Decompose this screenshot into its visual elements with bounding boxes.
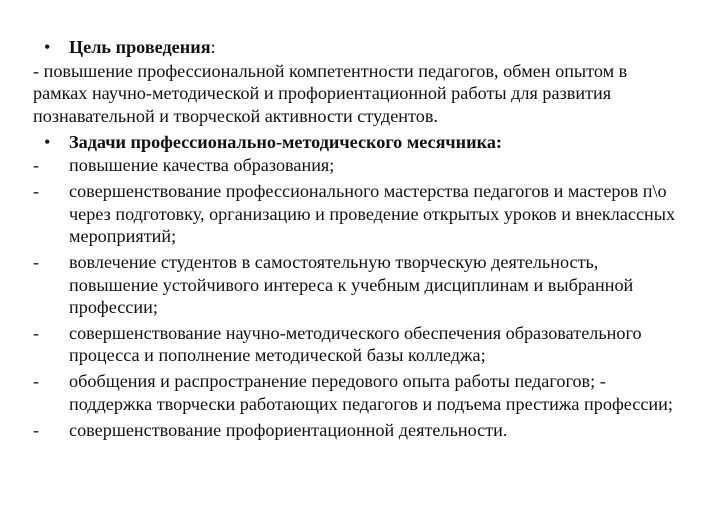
- task-item: [33, 251, 683, 319]
- task-item: [33, 180, 683, 248]
- dash-marker: -: [33, 180, 40, 201]
- task-item: [33, 370, 683, 415]
- task-item-text: совершенствование профориентационной деятельности.: [69, 419, 508, 440]
- task-item-text: вовлечение студентов в самостоятельную творческую деятельность, повышение устойчивого интереса к учебным дисциплинам и выбранной профессии;: [69, 251, 634, 318]
- dash-marker: -: [33, 251, 40, 272]
- dash-marker: -: [33, 371, 40, 392]
- bullet-icon: •: [44, 37, 51, 57]
- task-item: [33, 322, 683, 367]
- task-item: [33, 419, 683, 442]
- bullet-icon: •: [44, 131, 51, 152]
- task-item-text: совершенствование профессионального мастерства педагогов и мастеров п\о через подготовку, организацию и проведение открытых уроков и внеклассных мероприятий;: [69, 180, 676, 247]
- task-item-text: совершенствование научно-методического обеспечения образовательного процесса и пополнение методической базы колледжа;: [69, 322, 642, 366]
- dash-marker: -: [33, 322, 40, 343]
- goal-text: - повышение профессиональной компетентности педагогов, обмен опытом в рамках научно-методической и профориентационной работы для развития познавательной и творческой активности студентов.: [33, 60, 628, 126]
- slide-content: [33, 36, 683, 444]
- tasks-title: Задачи профессионально-методического месячника:: [69, 131, 502, 152]
- dash-marker: -: [33, 155, 40, 176]
- task-item-text: обобщения и распространение передового опыта работы педагогов; - поддержка творчески работающих педагогов и подъема престижа профессии;: [69, 371, 673, 414]
- goal-heading: [33, 36, 683, 59]
- task-item: [33, 154, 683, 177]
- dash-marker: -: [33, 419, 40, 440]
- goal-colon: :: [210, 37, 216, 57]
- task-item-text: повышение качества образования;: [69, 155, 335, 176]
- tasks-heading: [33, 131, 683, 154]
- goal-title: Цель проведения: [69, 37, 211, 57]
